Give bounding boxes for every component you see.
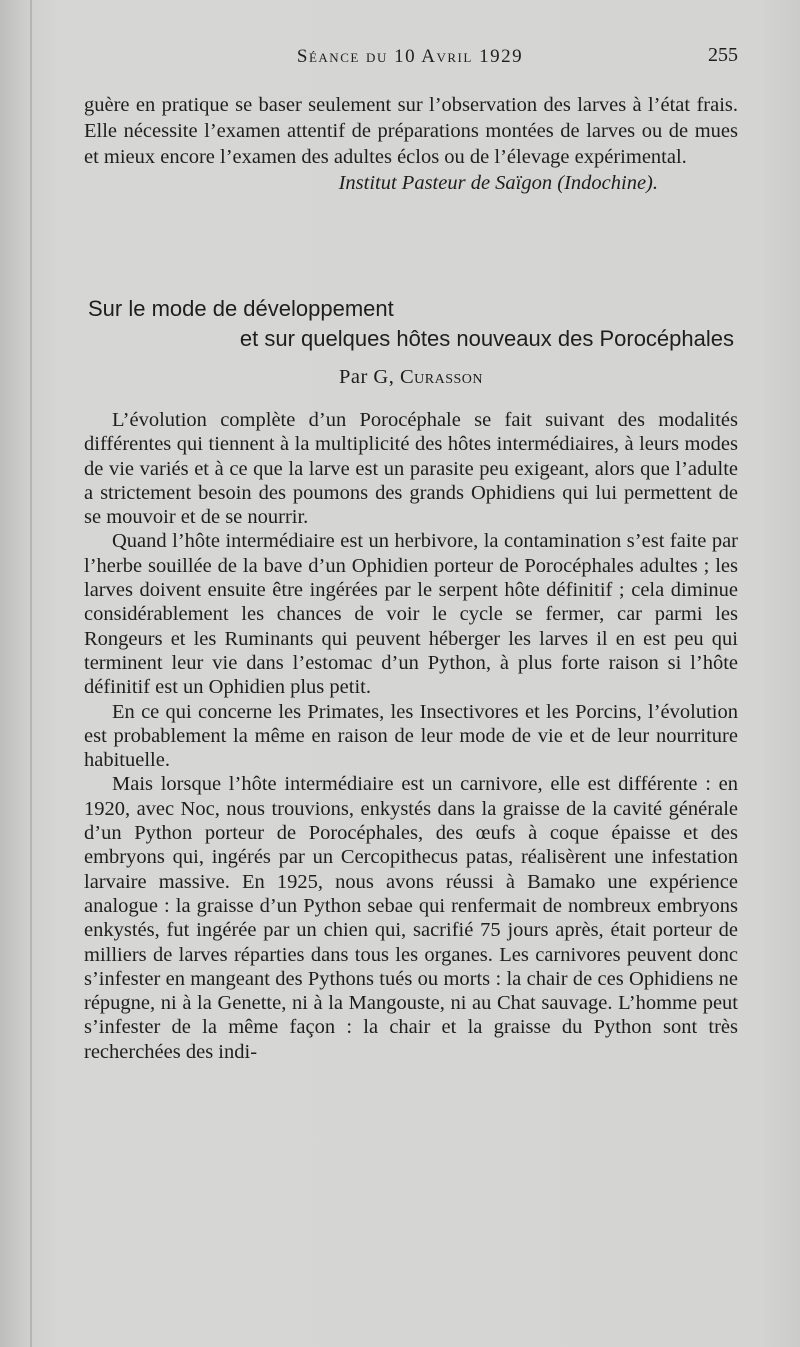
body-paragraph-3: En ce qui concerne les Primates, les Insectivores et les Porcins, l’évolution est probablement la même en raison de leur mode de vie et de leur nourriture habituelle. — [84, 700, 738, 772]
page-gutter — [30, 0, 32, 1347]
article-title-line-2: et sur quelques hôtes nouveaux des Porocéphales — [239, 326, 734, 351]
running-title: Séance du 10 Avril 1929 — [296, 46, 524, 67]
author-name: Curasson — [399, 366, 484, 388]
body-paragraph-4: Mais lorsque l’hôte intermédiaire est un carnivore, elle est différente : en 1920, avec Noc, nous trouvions, enkystés dans la graisse de la cavité générale d’un Python porteur de Porocéphales, des œufs à coque épaisse et des embryons qui, ingérés par un Cercopithecus patas, réalisèrent une infestation larvaire massive. En 1925, nous avons réussi à Bamako une expérience analogue : la graisse d’un Python sebae qui renfermait de nombreux embryons enkystés, fut ingérée par un chien qui, sacrifié 75 jours après, était porteur de milliers de larves réparties dans tous les organes. Les carnivores peuvent donc s’infester en mangeant des Pythons tués ou morts : la chair de ces Ophidiens ne répugne, ni à la Genette, ni à la Mangouste, ni au Chat sauvage. L’homme peut s’infester de la même façon : la chair et la graisse du Python sont très recherchées des indi- — [84, 773, 738, 1063]
intro-paragraph: guère en pratique se baser seulement sur l’observation des larves à l’état frais. Elle nécessite l’examen attentif de préparations montées de larves ou de mues et mieux encore l’examen des adultes éclos ou de l’élevage expérimental. — [84, 94, 738, 168]
article-title — [84, 294, 738, 354]
running-header — [82, 44, 738, 74]
byline — [84, 366, 738, 389]
body-paragraph-1: L’évolution complète d’un Porocéphale se fait suivant des modalités différentes qui tiennent à la multiplicité des hôtes intermédiaires, à leurs modes de vie variés et à ce que la larve est un parasite peu exigeant, alors que l’adulte a strictement besoin des poumons des grands Ophidiens qui lui permettent de se mouvoir et de se nourrir. — [84, 409, 738, 529]
byline-prefix: Par G, — [338, 366, 395, 388]
institution-signature: Institut Pasteur de Saïgon (Indochine). — [338, 172, 658, 194]
intro-section — [84, 92, 738, 196]
body-paragraph-2: Quand l’hôte intermédiaire est un herbivore, la contamination s’est faite par l’herbe souillée de la bave d’un Ophidien porteur de Porocéphales adultes ; les larves doivent ensuite être ingérées par le serpent hôte définitif ; cela diminue considérablement les chances de voir le cycle se fermer, car parmi les Rongeurs et les Ruminants qui peuvent héberger les larves il en est peu qui terminent leur vie dans l’estomac d’un Python, à plus forte raison si l’hôte définitif est un Ophidien plus petit. — [84, 530, 738, 699]
page-number: 255 — [708, 44, 738, 66]
article-title-line-1: Sur le mode de développement — [88, 296, 394, 321]
article-body — [84, 408, 738, 1064]
